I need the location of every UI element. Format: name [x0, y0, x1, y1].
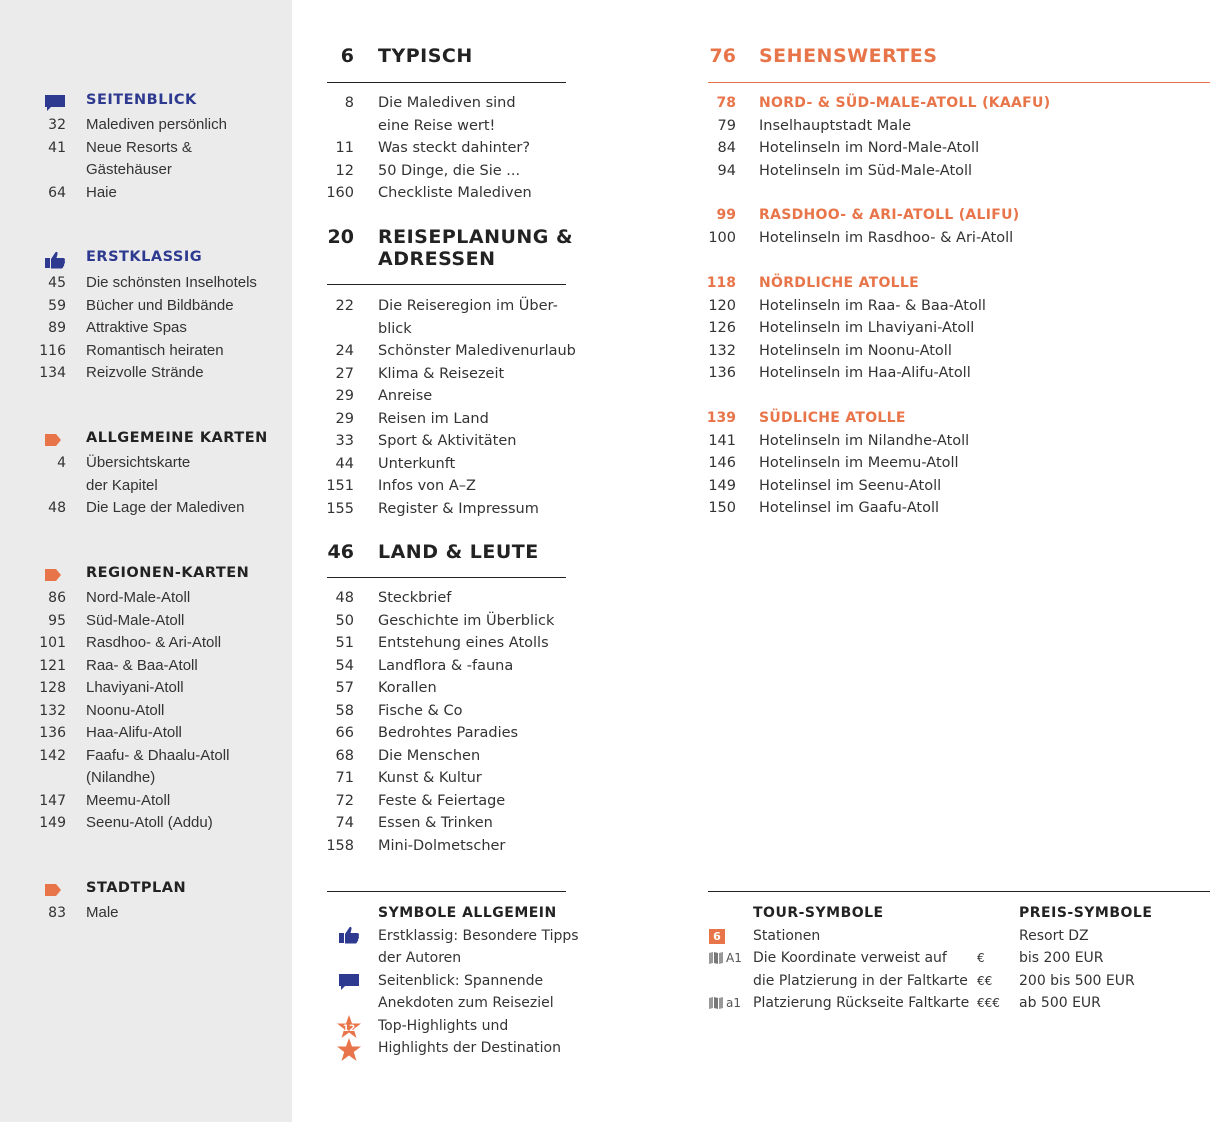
folded-map-icon: [709, 997, 723, 1009]
entry-label[interactable]: Attraktive Spas: [86, 319, 187, 336]
divider: [327, 577, 566, 578]
entry-label[interactable]: blick: [378, 320, 412, 337]
entry-page-number: 74: [335, 815, 354, 831]
entry-label[interactable]: Bedrohtes Paradies: [378, 725, 519, 741]
price-symbol: €€€: [977, 996, 1000, 1010]
entry-label[interactable]: Checkliste Malediven: [378, 185, 532, 201]
chapter-number-typisch: 6: [340, 45, 354, 67]
entry-label[interactable]: Hotelinseln im Haa-Alifu-Atoll: [759, 365, 971, 381]
legend-text: der Autoren: [378, 950, 462, 966]
legend-text: Anekdoten zum Reiseziel: [378, 995, 554, 1011]
chapter-title-reiseplanung-line2: ADRESSEN: [378, 248, 496, 270]
entry-page-number: 128: [39, 680, 66, 696]
entry-label[interactable]: Gästehäuser: [86, 161, 172, 178]
subsection-page-number: 99: [716, 207, 736, 223]
thumbs-up-icon: [44, 251, 66, 269]
divider: [327, 284, 566, 285]
chapter-title-land-leute: LAND & LEUTE: [378, 541, 539, 563]
entry-page-number: 150: [708, 500, 736, 516]
divider: [327, 891, 566, 892]
entry-label[interactable]: Inselhauptstadt Male: [759, 117, 912, 134]
price-label: 200 bis 500 EUR: [1019, 973, 1135, 989]
entry-label[interactable]: Landflora & -fauna: [378, 657, 514, 674]
entry-label[interactable]: Romantisch heiraten: [86, 341, 224, 359]
entry-page-number: 44: [335, 455, 354, 472]
entry-label[interactable]: Reizvolle Strände: [86, 364, 204, 381]
entry-label[interactable]: Die Menschen: [378, 747, 481, 764]
subsection-page-number: 78: [716, 95, 736, 111]
highlight-star-icon: [336, 1037, 362, 1063]
entry-label[interactable]: Übersichtskarte: [86, 454, 191, 471]
chapter-title-typisch: TYPISCH: [378, 45, 473, 67]
entry-label[interactable]: Malediven persönlich: [86, 116, 227, 133]
entry-label[interactable]: Hotelinseln im Noonu-Atoll: [759, 342, 952, 359]
entry-label[interactable]: Reisen im Land: [378, 410, 489, 427]
section-title-regionen-karten: REGIONEN-KARTEN: [86, 565, 250, 581]
chapter-title-reiseplanung-line1: REISEPLANUNG &: [378, 226, 574, 248]
entry-page-number: 141: [708, 432, 736, 449]
entry-label[interactable]: Anreise: [378, 388, 433, 404]
legend-text: Resort DZ: [1019, 928, 1089, 944]
entry-label[interactable]: Fische & Co: [378, 702, 463, 719]
entry-label[interactable]: eine Reise wert!: [378, 117, 496, 134]
legend-text: die Platzierung in der Faltkarte: [753, 973, 968, 989]
entry-page-number: 48: [48, 500, 66, 516]
section-title-allgemeine-karten: ALLGEMEINE KARTEN: [86, 430, 268, 446]
entry-label[interactable]: Lhaviyani-Atoll: [86, 679, 184, 696]
entry-page-number: 72: [335, 792, 354, 809]
entry-page-number: 132: [39, 702, 66, 719]
entry-label[interactable]: (Nilandhe): [86, 769, 156, 786]
entry-label[interactable]: Sport & Aktivitäten: [378, 433, 517, 449]
entry-page-number: 12: [335, 162, 354, 179]
entry-label[interactable]: Hotelinseln im Meemu-Atoll: [759, 455, 959, 471]
subsection-title[interactable]: NORD- & SÜD-MALE-ATOLL (KAAFU): [759, 95, 1051, 111]
entry-label[interactable]: Geschichte im Überblick: [378, 612, 555, 629]
station-badge: 6: [709, 929, 725, 944]
coordinate-lower: a1: [726, 996, 741, 1010]
subsection-page-number: 118: [706, 275, 736, 291]
entry-page-number: [10, 159, 66, 181]
entry-label[interactable]: Haie: [86, 183, 117, 201]
subsection-title[interactable]: NÖRDLICHE ATOLLE: [759, 275, 919, 291]
entry-page-number: 59: [48, 297, 66, 314]
entry-label[interactable]: Hotelinseln im Nilandhe-Atoll: [759, 432, 970, 449]
entry-label[interactable]: Nord-Male-Atoll: [86, 589, 191, 606]
entry-label[interactable]: Die Malediven sind: [378, 95, 516, 111]
entry-page-number: 29: [335, 388, 354, 404]
entry-label[interactable]: Was steckt dahinter?: [378, 140, 531, 156]
star-number: 12: [342, 1024, 356, 1034]
map-tag-icon: [44, 883, 62, 897]
entry-label[interactable]: Raa- & Baa-Atoll: [86, 656, 198, 674]
chapter-number-land-leute: 46: [327, 541, 354, 563]
entry-page-number: 11: [335, 140, 354, 156]
legend-text: Seitenblick: Spannende: [378, 973, 544, 989]
entry-label[interactable]: Bücher und Bildbände: [86, 296, 234, 314]
map-tag-icon: [44, 433, 62, 447]
entry-page-number: 89: [48, 320, 66, 336]
entry-page-number: 50: [335, 612, 354, 629]
entry-page-number: 155: [326, 500, 354, 517]
entry-label[interactable]: Mini-Dolmetscher: [378, 837, 506, 854]
entry-page-number: 24: [335, 343, 354, 359]
entry-label[interactable]: Noonu-Atoll: [86, 701, 165, 719]
entry-page-number: 94: [717, 162, 736, 179]
entry-page-number: 48: [335, 590, 354, 606]
entry-page-number: 126: [708, 320, 736, 336]
legend-text: Die Koordinate verweist auf: [753, 950, 947, 966]
chapter-number-reiseplanung: 20: [327, 226, 354, 248]
entry-label[interactable]: Feste & Feiertage: [378, 792, 506, 809]
entry-label[interactable]: Meemu-Atoll: [86, 791, 171, 809]
entry-page-number: 101: [39, 635, 66, 651]
entry-page-number: 158: [326, 837, 354, 854]
price-symbol: €€: [977, 974, 993, 988]
entry-label[interactable]: Neue Resorts &: [86, 138, 192, 156]
entry-label[interactable]: 50 Dinge, die Sie ...: [378, 162, 521, 179]
entry-page-number: 66: [335, 725, 354, 741]
entry-label[interactable]: Korallen: [378, 680, 437, 696]
entry-page-number: 142: [39, 747, 66, 764]
subsection-title[interactable]: RASDHOO- & ARI-ATOLL (ALIFU): [759, 207, 1020, 223]
entry-page-number: 33: [335, 433, 354, 449]
entry-page-number: 45: [48, 275, 66, 291]
coordinate-upper: A1: [726, 951, 742, 965]
legend-title-tour: TOUR-SYMBOLE: [753, 905, 884, 921]
section-title-seitenblick: SEITENBLICK: [86, 92, 197, 108]
entry-label[interactable]: Hotelinsel im Gaafu-Atoll: [759, 500, 939, 516]
entry-label[interactable]: Seenu-Atoll (Addu): [86, 814, 213, 831]
entry-label[interactable]: Steckbrief: [378, 590, 452, 606]
entry-page-number: 68: [335, 747, 354, 764]
entry-label[interactable]: der Kapitel: [86, 476, 158, 494]
entry-label[interactable]: Hotelinseln im Lhaviyani-Atoll: [759, 320, 975, 336]
entry-page-number: 51: [335, 635, 354, 651]
entry-page-number: 136: [708, 365, 736, 381]
entry-label[interactable]: Register & Impressum: [378, 500, 539, 517]
entry-page-number: [10, 767, 66, 789]
entry-label[interactable]: Haa-Alifu-Atoll: [86, 724, 182, 741]
legend-title-preis: PREIS-SYMBOLE: [1019, 905, 1153, 921]
divider: [708, 82, 1210, 83]
entry-label[interactable]: Hotelinseln im Rasdhoo- & Ari-Atoll: [759, 229, 1014, 246]
entry-page-number: 22: [335, 298, 354, 314]
entry-page-number: 64: [48, 184, 66, 201]
entry-page-number: 57: [335, 680, 354, 696]
entry-page-number: 134: [39, 365, 66, 381]
entry-page-number: 151: [326, 478, 354, 494]
entry-page-number: 160: [326, 185, 354, 201]
entry-label[interactable]: Unterkunft: [378, 455, 456, 472]
price-label: ab 500 EUR: [1019, 995, 1101, 1011]
price-label: bis 200 EUR: [1019, 950, 1104, 966]
entry-page-number: 58: [335, 702, 354, 719]
entry-page-number: 71: [335, 770, 354, 786]
entry-label[interactable]: Male: [86, 904, 119, 921]
entry-page-number: 79: [717, 117, 736, 134]
entry-page-number: 149: [708, 477, 736, 494]
entry-page-number: 120: [708, 297, 736, 314]
chapter-number-sehenswertes: 76: [709, 45, 736, 67]
entry-label[interactable]: Kunst & Kultur: [378, 770, 482, 786]
entry-label[interactable]: Klima & Reisezeit: [378, 365, 505, 382]
entry-page-number: 84: [717, 140, 736, 156]
entry-page-number: 54: [335, 657, 354, 674]
entry-label[interactable]: Hotelinsel im Seenu-Atoll: [759, 477, 942, 494]
entry-label[interactable]: Schönster Maledivenurlaub: [378, 343, 576, 359]
entry-page-number: [10, 475, 66, 497]
entry-page-number: 132: [708, 342, 736, 359]
subsection-title[interactable]: SÜDLICHE ATOLLE: [759, 410, 906, 426]
entry-page-number: 29: [335, 410, 354, 427]
entry-page-number: 146: [708, 455, 736, 471]
price-symbol: €: [977, 951, 985, 965]
entry-label[interactable]: Süd-Male-Atoll: [86, 611, 185, 629]
section-title-erstklassig: ERSTKLASSIG: [86, 249, 203, 265]
legend-text: Stationen: [753, 928, 821, 944]
entry-label[interactable]: Hotelinseln im Nord-Male-Atoll: [759, 140, 980, 156]
entry-page-number: 8: [344, 95, 354, 111]
entry-label[interactable]: Hotelinseln im Süd-Male-Atoll: [759, 162, 973, 179]
entry-page-number: 86: [48, 590, 66, 606]
entry-page-number: 149: [39, 815, 66, 831]
entry-page-number: 41: [48, 139, 66, 156]
entry-label[interactable]: Die schönsten Inselhotels: [86, 274, 257, 291]
entry-label[interactable]: Infos von A–Z: [378, 478, 476, 494]
entry-label[interactable]: Faafu- & Dhaalu-Atoll: [86, 746, 230, 764]
divider: [327, 82, 566, 83]
entry-page-number: 147: [39, 792, 66, 809]
section-title-stadtplan: STADTPLAN: [86, 880, 187, 896]
map-tag-icon: [44, 568, 62, 582]
entry-label[interactable]: Entstehung eines Atolls: [378, 635, 549, 651]
entry-page-number: 83: [48, 905, 66, 921]
entry-page-number: 32: [48, 117, 66, 133]
entry-page-number: 4: [57, 455, 66, 471]
speech-bubble-icon: [44, 94, 66, 112]
entry-page-number: [320, 115, 354, 137]
chapter-title-sehenswertes: SEHENSWERTES: [759, 45, 938, 67]
speech-bubble-icon: [338, 972, 360, 992]
legend-text: Platzierung Rückseite Faltkarte: [753, 995, 970, 1011]
entry-page-number: 136: [39, 725, 66, 741]
folded-map-icon: [709, 952, 723, 964]
thumbs-up-icon: [338, 925, 360, 945]
entry-label[interactable]: Hotelinseln im Raa- & Baa-Atoll: [759, 297, 986, 314]
entry-label[interactable]: Die Reiseregion im Über-: [378, 298, 558, 314]
entry-page-number: 121: [39, 657, 66, 674]
entry-page-number: 27: [335, 365, 354, 382]
entry-page-number: 100: [708, 229, 736, 246]
legend-text: Erstklassig: Besondere Tipps: [378, 928, 579, 944]
legend-text: Highlights der Destination: [378, 1040, 561, 1056]
legend-text: Top-Highlights und: [378, 1018, 509, 1034]
entry-page-number: [320, 318, 354, 340]
subsection-page-number: 139: [706, 410, 736, 426]
entry-label[interactable]: Rasdhoo- & Ari-Atoll: [86, 634, 222, 651]
entry-page-number: 95: [48, 612, 66, 629]
entry-page-number: 116: [39, 342, 66, 359]
entry-label[interactable]: Essen & Trinken: [378, 815, 493, 831]
divider: [708, 891, 1210, 892]
legend-title-allgemein: SYMBOLE ALLGEMEIN: [378, 905, 557, 921]
entry-label[interactable]: Die Lage der Malediven: [86, 499, 245, 516]
